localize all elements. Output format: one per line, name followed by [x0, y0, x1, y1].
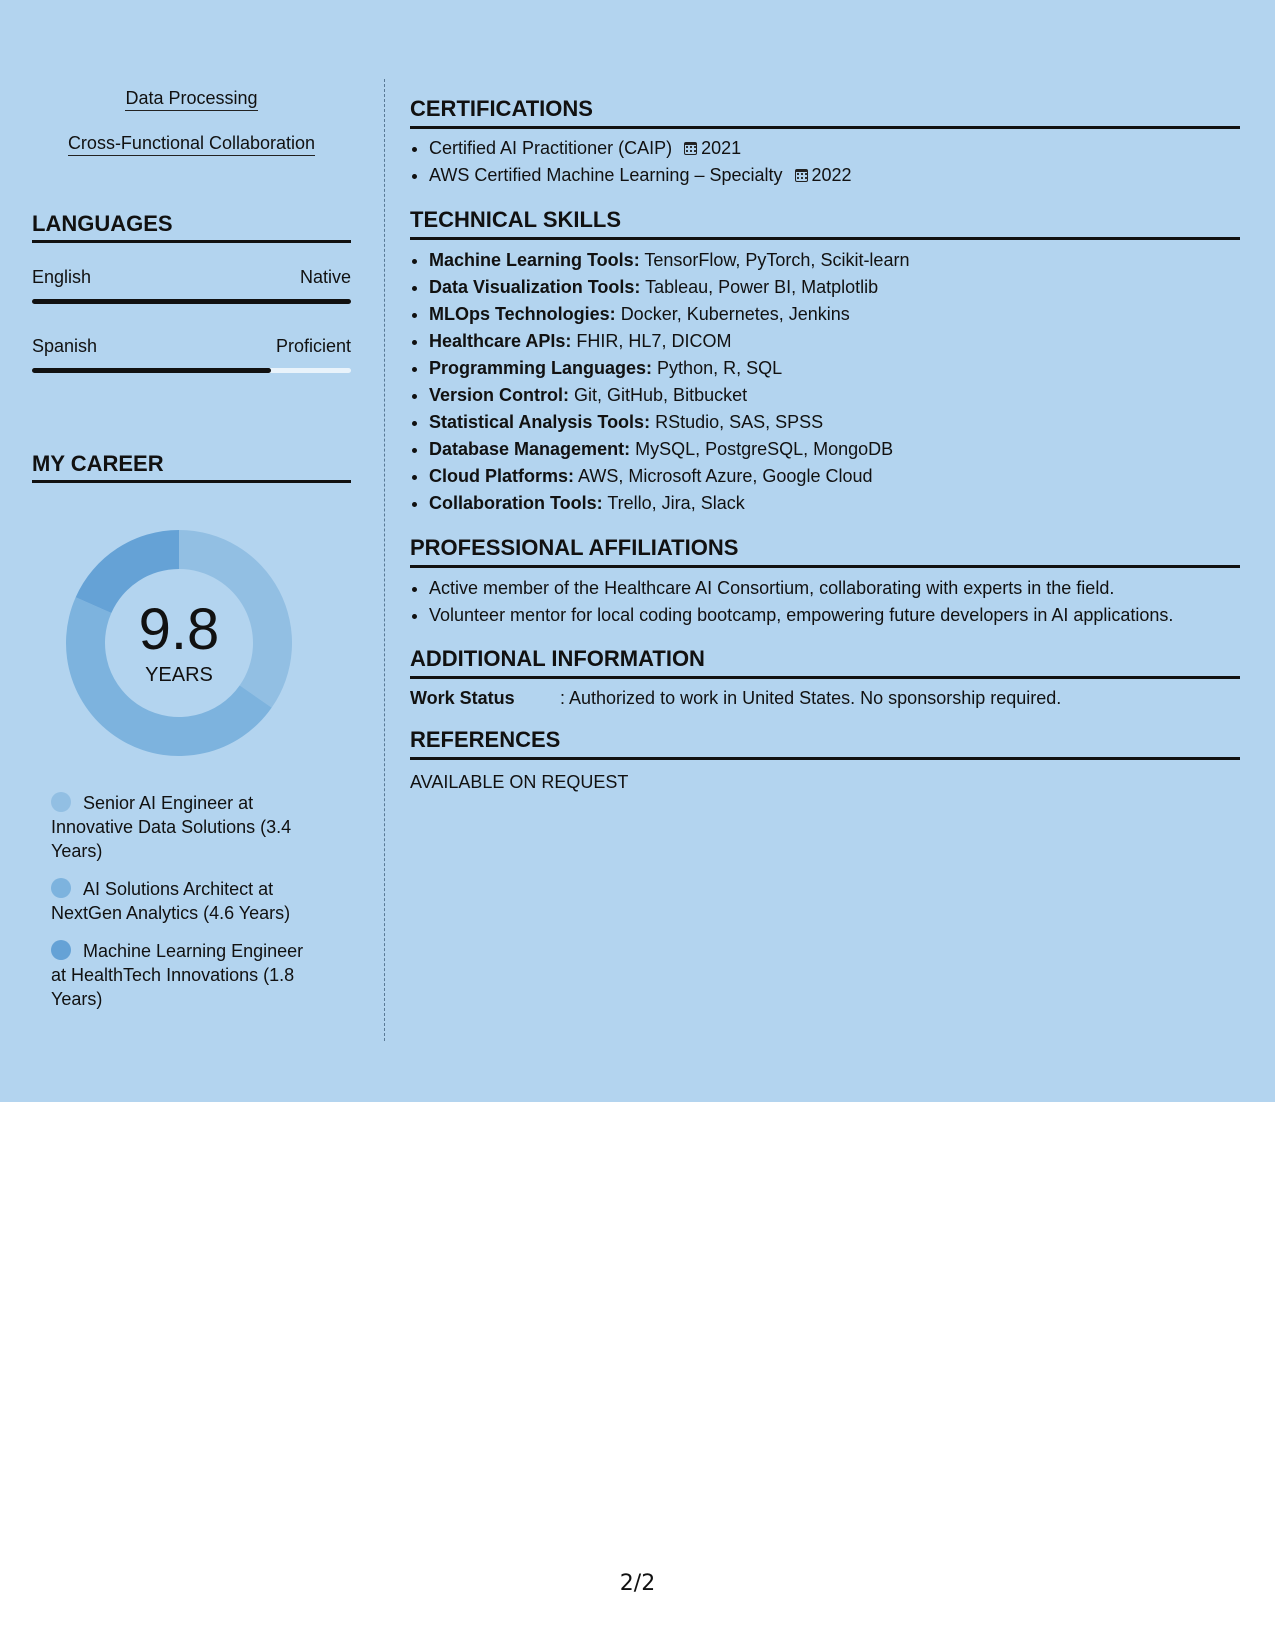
list-item: • AWS Certified Machine Learning – Specialty 2022 [429, 162, 852, 189]
language-level: Proficient [275, 336, 351, 356]
list-item: • Active member of the Healthcare AI Consortium, collaborating with experts in the field. [429, 575, 1173, 602]
career-legend-item: Senior AI Engineer at Innovative Data Solutions (3.4 Years) [51, 793, 292, 861]
career-heading: MY CAREER [32, 451, 351, 483]
list-item: • MLOps Technologies: Docker, Kubernetes, Jenkins [429, 301, 909, 328]
legend-dot-icon [51, 940, 71, 960]
language-name: English [32, 267, 92, 287]
list-item: • Data Visualization Tools: Tableau, Power BI, Matplotlib [429, 274, 909, 301]
skill-tag: Data Processing [32, 88, 351, 109]
work-status-value: : Authorized to work in United States. No sponsorship required. [560, 688, 1062, 708]
language-row [32, 267, 351, 288]
list-item: • Programming Languages: Python, R, SQL [429, 355, 909, 382]
language-name: Spanish [32, 336, 98, 356]
technical-skills-heading: TECHNICAL SKILLS [410, 207, 1240, 240]
legend-dot-icon [51, 878, 71, 898]
references-text: AVAILABLE ON REQUEST [410, 772, 629, 792]
career-total [66, 530, 292, 756]
list-item: • Cloud Platforms: AWS, Microsoft Azure, Google Cloud [429, 463, 909, 490]
references-heading: REFERENCES [410, 727, 1240, 760]
language-level: Native [299, 267, 351, 287]
skill-tag: Cross-Functional Collaboration [32, 133, 351, 154]
list-item: • Volunteer mentor for local coding bootcamp, empowering future developers in AI applications. [429, 602, 1173, 629]
career-legend-item: Machine Learning Engineer at HealthTech Innovations (1.8 Years) [51, 941, 304, 1009]
list-item: • Certified AI Practitioner (CAIP) 2021 [429, 135, 852, 162]
page-number: 2/2 [619, 1571, 656, 1596]
calendar-icon [684, 142, 697, 155]
language-proficiency-fill [32, 368, 271, 373]
column-divider [384, 79, 385, 1041]
list-item: • Database Management: MySQL, PostgreSQL, MongoDB [429, 436, 909, 463]
technical-skills-list [410, 247, 909, 517]
career-total-value: 9.8 [138, 596, 220, 662]
list-item: • Statistical Analysis Tools: RStudio, SAS, SPSS [429, 409, 909, 436]
career-legend-item: AI Solutions Architect at NextGen Analytics (4.6 Years) [51, 879, 291, 923]
list-item: • Healthcare APIs: FHIR, HL7, DICOM [429, 328, 909, 355]
additional-info-heading: ADDITIONAL INFORMATION [410, 646, 1240, 679]
language-proficiency-bar [32, 368, 351, 373]
language-proficiency-fill [32, 299, 351, 304]
language-row [32, 336, 351, 357]
affiliations-list [410, 575, 1173, 629]
work-status-row [410, 688, 1061, 709]
certifications-list [410, 135, 852, 189]
list-item: • Collaboration Tools: Trello, Jira, Slack [429, 490, 909, 517]
affiliations-heading: PROFESSIONAL AFFILIATIONS [410, 535, 1240, 568]
language-proficiency-bar [32, 299, 351, 304]
work-status-label: Work Status [410, 688, 515, 708]
career-total-unit: YEARS [145, 663, 213, 686]
list-item: • Machine Learning Tools: TensorFlow, PyTorch, Scikit-learn [429, 247, 909, 274]
languages-heading: LANGUAGES [32, 211, 351, 243]
calendar-icon [795, 169, 808, 182]
list-item: • Version Control: Git, GitHub, Bitbucket [429, 382, 909, 409]
legend-dot-icon [51, 792, 71, 812]
certifications-heading: CERTIFICATIONS [410, 96, 1240, 129]
